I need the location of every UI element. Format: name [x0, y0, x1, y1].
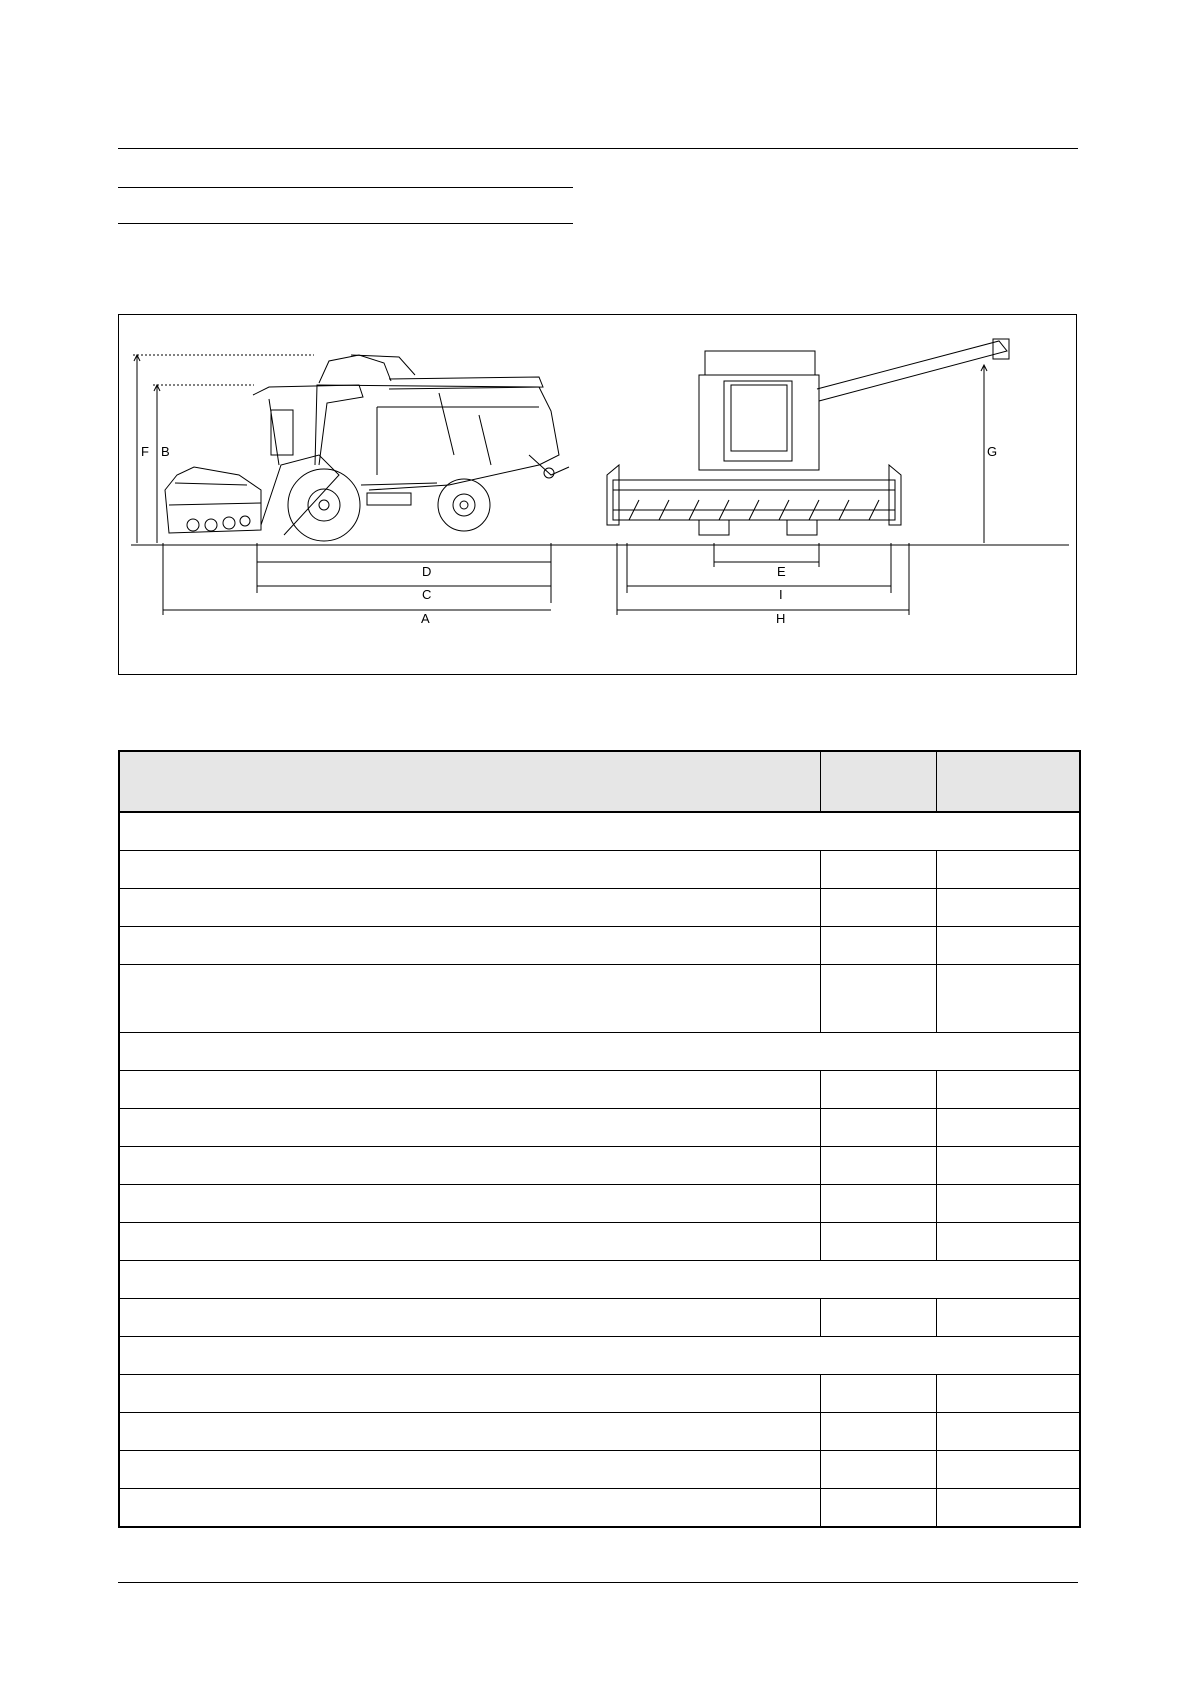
- label-A: A: [421, 611, 430, 626]
- label-G: G: [987, 444, 998, 459]
- label-B: B: [161, 444, 170, 459]
- table-row: [119, 1451, 1080, 1489]
- front-wheel: [288, 469, 360, 541]
- table-row: [119, 965, 1080, 1033]
- label-H: H: [776, 611, 786, 626]
- header-cell-col3: [936, 751, 1080, 812]
- table-row: [119, 1299, 1080, 1337]
- label-C: C: [422, 587, 432, 602]
- table-row: [119, 927, 1080, 965]
- header-rule: [118, 148, 1078, 149]
- table-row: [119, 889, 1080, 927]
- label-F: F: [141, 444, 149, 459]
- title-rule-2: [118, 223, 573, 224]
- table-row: [119, 1109, 1080, 1147]
- table-row: [119, 851, 1080, 889]
- section-row: [119, 1337, 1080, 1375]
- combine-side-view: [165, 355, 569, 541]
- table-header-row: [119, 751, 1080, 812]
- footer-rule: [118, 1582, 1078, 1583]
- table-row: [119, 1147, 1080, 1185]
- table-row: [119, 1185, 1080, 1223]
- header-cell-col2: [820, 751, 936, 812]
- label-E: E: [777, 564, 786, 579]
- table-row: [119, 1375, 1080, 1413]
- table-row: [119, 1071, 1080, 1109]
- dimensions-figure: [118, 314, 1077, 675]
- label-D: D: [422, 564, 432, 579]
- section-row: [119, 812, 1080, 851]
- table-row: [119, 1223, 1080, 1261]
- section-row: [119, 1033, 1080, 1071]
- section-row: [119, 1261, 1080, 1299]
- specifications-table: [118, 750, 1081, 1528]
- title-rule-1: [118, 187, 573, 188]
- label-I: I: [779, 587, 783, 602]
- rear-wheel: [438, 479, 490, 531]
- table-row: [119, 1413, 1080, 1451]
- combine-front-view: [607, 339, 1009, 535]
- table-row: [119, 1489, 1080, 1528]
- combine-dimension-drawing: [119, 315, 1078, 676]
- header-cell-description: [119, 751, 820, 812]
